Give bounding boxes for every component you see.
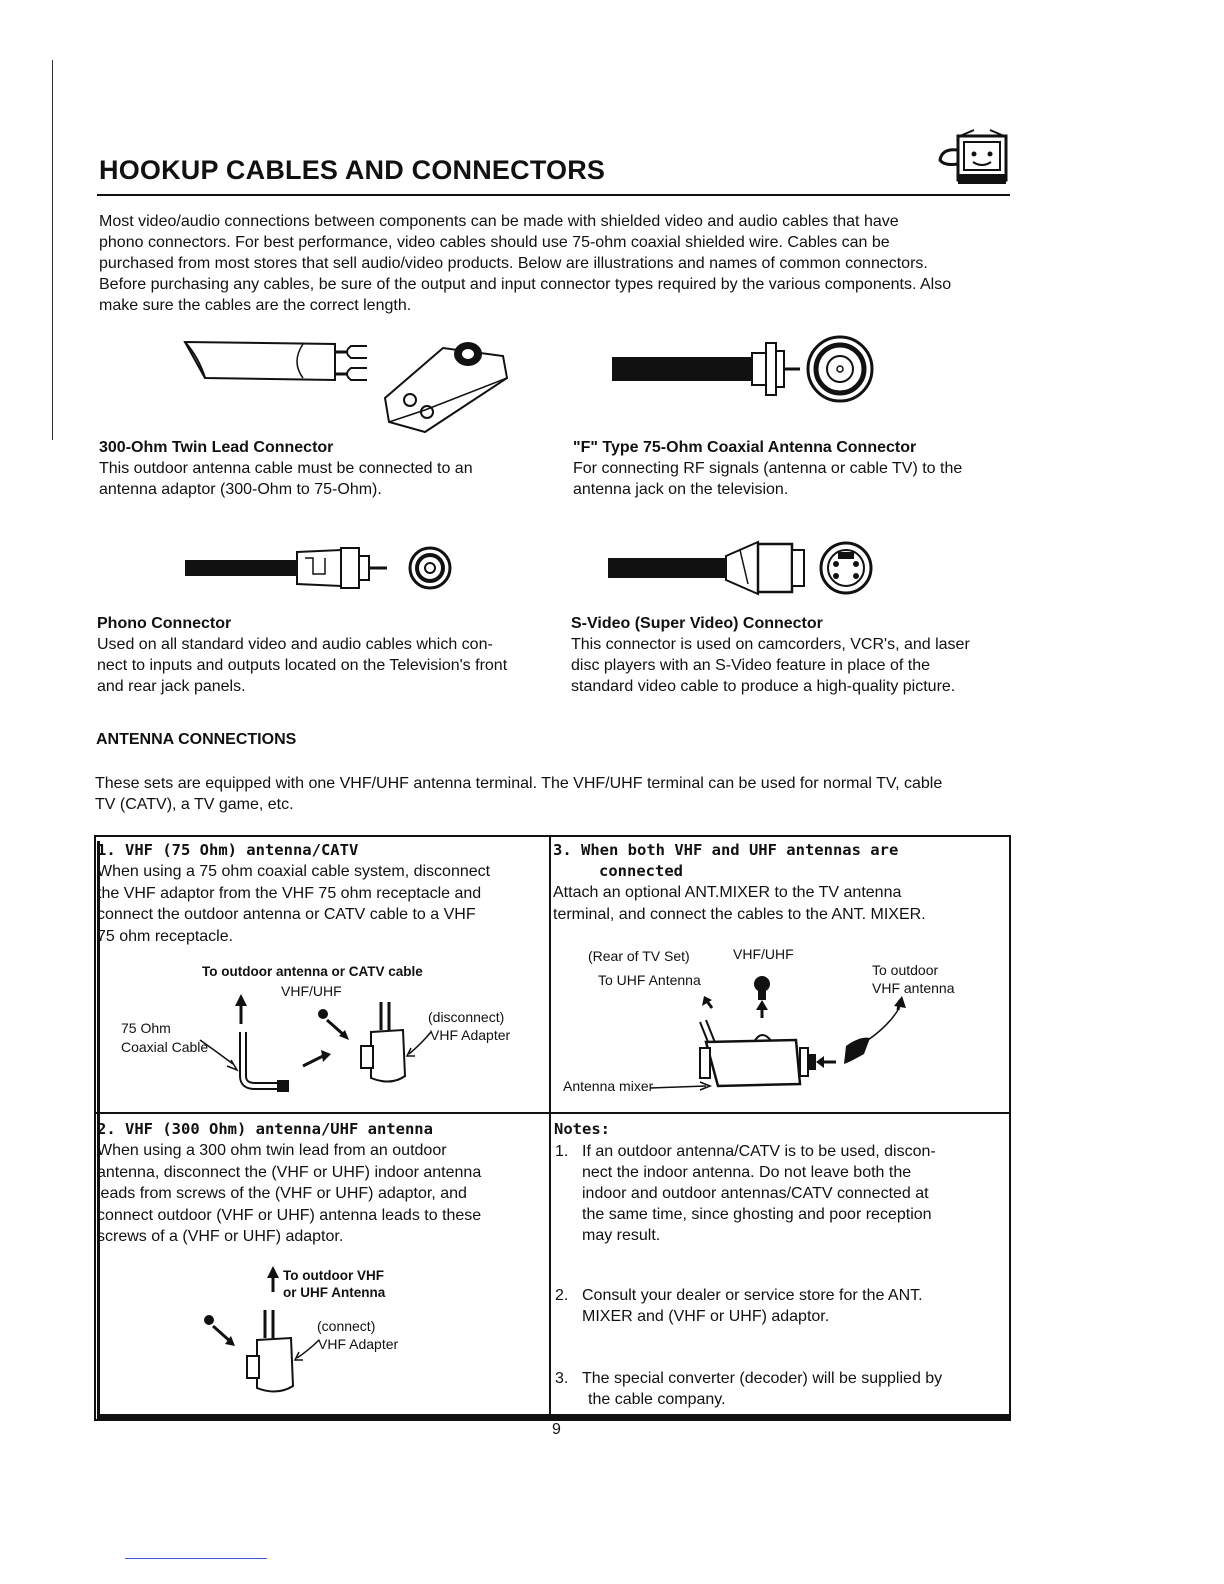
note-line: Consult your dealer or service store for the ANT. bbox=[582, 1287, 923, 1304]
intro-line: Before purchasing any cables, be sure of the output and input connector types required by the various components. Also bbox=[99, 276, 952, 293]
cell-both-line: Attach an optional ANT.MIXER to the TV antenna bbox=[553, 884, 902, 901]
s-video-desc-line: This connector is used on camcorders, VCR's, and laser bbox=[571, 636, 970, 653]
antenna-line: These sets are equipped with one VHF/UHF antenna terminal. The VHF/UHF terminal can be used for normal TV, cable bbox=[95, 775, 943, 792]
note-line: MIXER and (VHF or UHF) adaptor. bbox=[582, 1308, 830, 1325]
cell-both-heading: 3. When both VHF and UHF antennas are bbox=[553, 841, 899, 859]
both-vhf-uhf-label: VHF/UHF bbox=[733, 946, 794, 962]
note-line: If an outdoor antenna/CATV is to be used, discon- bbox=[582, 1143, 936, 1160]
intro-line: phono connectors. For best performance, video cables should use 75-ohm coaxial shielded wire. Cables can be bbox=[99, 234, 890, 251]
phono-connector-block bbox=[97, 613, 542, 697]
vhf75-vhf-uhf-label: VHF/UHF bbox=[281, 983, 342, 999]
cell-vhf300 bbox=[97, 1119, 547, 1248]
cell-vhf75-line: When using a 75 ohm coaxial cable system, disconnect bbox=[97, 863, 491, 880]
grid-bottom-shadow bbox=[99, 1414, 1011, 1420]
intro-line: purchased from most stores that sell audio/video products. Below are illustrations and names of common connectors. bbox=[99, 255, 928, 272]
phono-title: Phono Connector bbox=[97, 615, 232, 632]
f-type-desc-line: antenna jack on the television. bbox=[573, 481, 789, 498]
phono-desc-line: Used on all standard video and audio cables which con- bbox=[97, 636, 493, 653]
f-type-connector-block bbox=[573, 437, 1013, 500]
phono-desc-line: nect to inputs and outputs located on the Television's front bbox=[97, 657, 508, 674]
phono-connector-illustration bbox=[185, 540, 460, 595]
cell-vhf300-heading: 2. VHF (300 Ohm) antenna/UHF antenna bbox=[97, 1120, 433, 1138]
vhf75-disconnect-label: (disconnect) bbox=[428, 1009, 505, 1025]
cell-both-heading-cont: connected bbox=[599, 862, 683, 880]
twin-lead-connector-illustration bbox=[185, 330, 515, 435]
cell-vhf300-line: leads from screws of the (VHF or UHF) adaptor, and bbox=[97, 1185, 467, 1202]
cell-both-line: terminal, and connect the cables to the ANT. MIXER. bbox=[553, 905, 926, 923]
intro-line: make sure the cables are the correct length. bbox=[99, 297, 412, 314]
s-video-desc-line: standard video cable to produce a high-quality picture. bbox=[571, 678, 956, 695]
twin-lead-desc-line: This outdoor antenna cable must be connected to an bbox=[99, 460, 473, 477]
vhf75-adapter-label: VHF Adapter bbox=[430, 1027, 511, 1043]
cell-vhf300-line: screws of a (VHF or UHF) adaptor. bbox=[97, 1228, 344, 1245]
grid-horizontal-divider bbox=[94, 1112, 1011, 1114]
s-video-connector-illustration bbox=[608, 540, 883, 595]
note-item bbox=[555, 1285, 1005, 1327]
intro-paragraph bbox=[99, 211, 1011, 316]
note-number: 1. bbox=[555, 1143, 569, 1160]
both-to-outdoor-label: To outdoor bbox=[872, 962, 939, 978]
note-line: indoor and outdoor antennas/CATV connected at bbox=[582, 1185, 929, 1202]
cell-vhf300-line: connect outdoor (VHF or UHF) antenna leads to these bbox=[97, 1206, 482, 1224]
both-rear-label: (Rear of TV Set) bbox=[588, 948, 690, 964]
footer-link-rule bbox=[125, 1558, 267, 1559]
vhf300-connect-label: (connect) bbox=[317, 1318, 376, 1334]
note-line: The special converter (decoder) will be supplied by bbox=[582, 1370, 943, 1387]
title-rule bbox=[97, 194, 1010, 196]
s-video-desc-line: disc players with an S-Video feature in place of the bbox=[571, 657, 931, 674]
cell-vhf75 bbox=[97, 840, 547, 947]
antenna-mixer-diagram bbox=[660, 970, 920, 1100]
vhf300-adapter-label: VHF Adapter bbox=[318, 1336, 399, 1352]
note-line: the same time, since ghosting and poor reception bbox=[582, 1206, 932, 1223]
cell-both-antennas bbox=[553, 840, 1008, 925]
note-number: 2. bbox=[555, 1287, 569, 1304]
tv-mascot-icon bbox=[930, 130, 1012, 190]
scan-margin-line bbox=[52, 60, 53, 440]
both-vhf-antenna-label: VHF antenna bbox=[872, 980, 955, 996]
f-type-connector-illustration bbox=[612, 335, 877, 405]
antenna-line: TV (CATV), a TV game, etc. bbox=[95, 796, 294, 813]
both-to-uhf-label: To UHF Antenna bbox=[598, 972, 701, 988]
twin-lead-connector-block bbox=[99, 437, 539, 500]
intro-line: Most video/audio connections between components can be made with shielded video and audio cables that have bbox=[99, 213, 899, 230]
grid-vertical-divider bbox=[549, 835, 551, 1421]
twin-lead-title: 300-Ohm Twin Lead Connector bbox=[99, 439, 334, 456]
f-type-desc-line: For connecting RF signals (antenna or cable TV) to the bbox=[573, 460, 963, 477]
note-line: may result. bbox=[582, 1227, 661, 1244]
cell-vhf300-line: antenna, disconnect the (VHF or UHF) indoor antenna bbox=[97, 1163, 482, 1181]
cell-vhf75-line: connect the outdoor antenna or CATV cable to a VHF bbox=[97, 906, 476, 923]
cell-vhf75-line: the VHF adaptor from the VHF 75 ohm receptacle and bbox=[97, 884, 482, 902]
cell-vhf300-line: When using a 300 ohm twin lead from an outdoor bbox=[97, 1142, 447, 1159]
cell-vhf75-heading: 1. VHF (75 Ohm) antenna/CATV bbox=[97, 841, 359, 859]
f-type-title: "F" Type 75-Ohm Coaxial Antenna Connector bbox=[573, 439, 917, 456]
vhf75-ohm-label: 75 Ohm bbox=[121, 1020, 171, 1036]
page-number: 9 bbox=[552, 1421, 561, 1438]
vhf300-antenna-label: or UHF Antenna bbox=[283, 1285, 386, 1300]
phono-desc-line: and rear jack panels. bbox=[97, 678, 246, 695]
note-item bbox=[555, 1368, 1005, 1410]
twin-lead-desc-line: antenna adaptor (300-Ohm to 75-Ohm). bbox=[99, 481, 382, 498]
vhf300-to-outdoor-label: To outdoor VHF bbox=[283, 1268, 384, 1283]
note-line: the cable company. bbox=[588, 1391, 726, 1408]
s-video-connector-block bbox=[571, 613, 1016, 697]
antenna-connections-heading: ANTENNA CONNECTIONS bbox=[96, 731, 297, 748]
s-video-title: S-Video (Super Video) Connector bbox=[571, 615, 823, 632]
both-antenna-mixer-label: Antenna mixer bbox=[563, 1078, 654, 1094]
page-title: HOOKUP CABLES AND CONNECTORS bbox=[99, 155, 606, 185]
antenna-connections-paragraph bbox=[95, 773, 1015, 815]
cell-vhf75-line: 75 ohm receptacle. bbox=[97, 927, 234, 945]
notes-heading: Notes: bbox=[554, 1120, 610, 1138]
vhf75-to-outdoor-label: To outdoor antenna or CATV cable bbox=[202, 964, 423, 979]
note-line: nect the indoor antenna. Do not leave both the bbox=[582, 1164, 912, 1181]
note-item bbox=[555, 1141, 1005, 1246]
vhf75-diagram bbox=[195, 990, 430, 1090]
note-number: 3. bbox=[555, 1370, 569, 1387]
vhf75-coaxial-label: Coaxial Cable bbox=[121, 1039, 209, 1055]
vhf300-diagram bbox=[195, 1260, 375, 1400]
